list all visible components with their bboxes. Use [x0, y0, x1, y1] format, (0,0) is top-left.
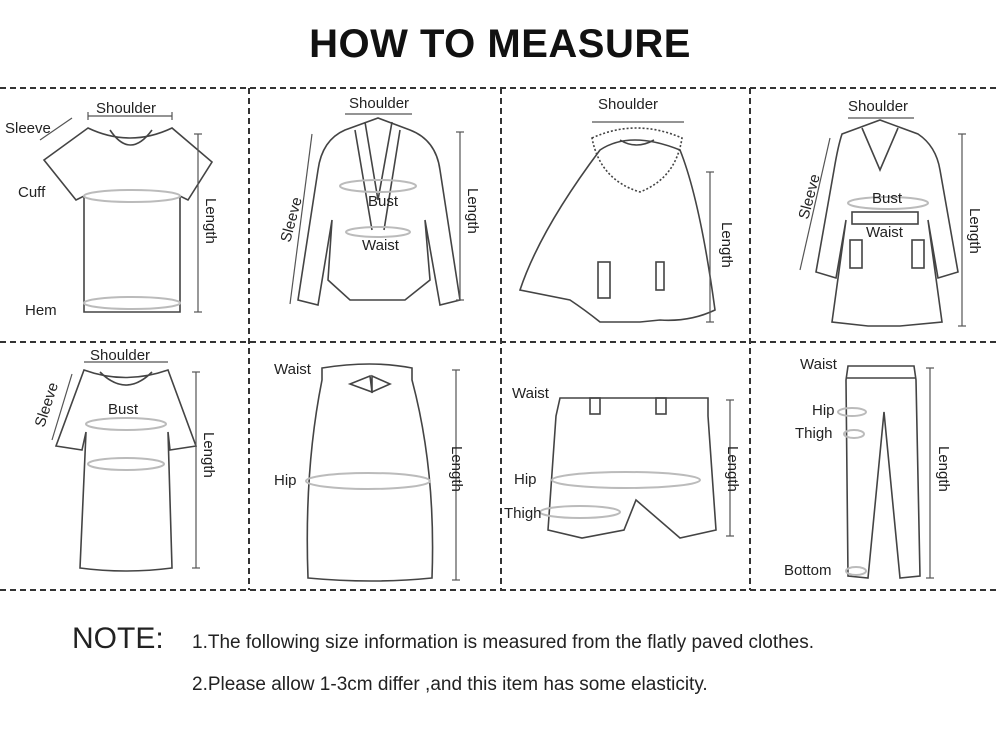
shorts-hip-label: Hip — [514, 471, 537, 488]
panel-shorts — [504, 385, 741, 538]
skirt-waist-label: Waist — [274, 361, 311, 378]
blazer-bust-label: Bust — [368, 193, 399, 210]
tshirt-sleeve-label: Sleeve — [5, 120, 51, 137]
cape-shape — [520, 140, 715, 322]
pants-bottom-label: Bottom — [784, 562, 832, 579]
panel-blazer — [277, 95, 481, 305]
tshirt-hem-label: Hem — [25, 302, 57, 319]
page-title: HOW TO MEASURE — [309, 22, 691, 66]
panel-cape — [520, 96, 735, 322]
tshirt-shoulder-label: Shoulder — [96, 100, 157, 117]
coat-sleeve-label: Sleeve — [795, 172, 824, 222]
coat-shoulder-label: Shoulder — [848, 98, 909, 115]
pants-length-label: Length — [935, 446, 952, 492]
tshirt-cuff-label: Cuff — [18, 184, 46, 201]
coat-shape — [816, 120, 958, 326]
blazer-length-label: Length — [464, 188, 481, 234]
dress-shoulder-label: Shoulder — [90, 347, 151, 364]
note-line-2: 2.Please allow 1-3cm differ ,and this item has some elasticity. — [192, 674, 708, 695]
pants-shape — [846, 366, 920, 578]
cape-shoulder-label: Shoulder — [598, 96, 659, 113]
shorts-thigh-label: Thigh — [504, 505, 542, 522]
panel-dress — [32, 347, 217, 571]
tshirt-shape — [44, 128, 212, 312]
note-label: NOTE: — [72, 622, 164, 655]
coat-length-label: Length — [966, 208, 983, 254]
panel-skirt — [274, 361, 465, 581]
shorts-length-label: Length — [724, 446, 741, 492]
blazer-sleeve-label: Sleeve — [277, 195, 306, 245]
pants-thigh-label: Thigh — [795, 425, 833, 442]
coat-waist-label: Waist — [866, 224, 903, 241]
blazer-waist-label: Waist — [362, 237, 399, 254]
panel-coat — [795, 98, 983, 326]
dress-length-label: Length — [200, 432, 217, 478]
skirt-length-label: Length — [448, 446, 465, 492]
coat-bust-label: Bust — [872, 190, 903, 207]
blazer-shoulder-label: Shoulder — [349, 95, 410, 112]
shorts-waist-label: Waist — [512, 385, 549, 402]
skirt-hip-label: Hip — [274, 472, 297, 489]
panel-tshirt — [5, 100, 219, 319]
blazer-shape — [298, 118, 460, 305]
tshirt-length-label: Length — [202, 198, 219, 244]
cape-length-label: Length — [718, 222, 735, 268]
panel-pants — [784, 356, 952, 579]
pants-hip-label: Hip — [812, 402, 835, 419]
dress-bust-label: Bust — [108, 401, 139, 418]
dress-sleeve-label: Sleeve — [31, 380, 62, 430]
note-line-1: 1.The following size information is measured from the flatly paved clothes. — [192, 632, 815, 653]
pants-waist-label: Waist — [800, 356, 837, 373]
